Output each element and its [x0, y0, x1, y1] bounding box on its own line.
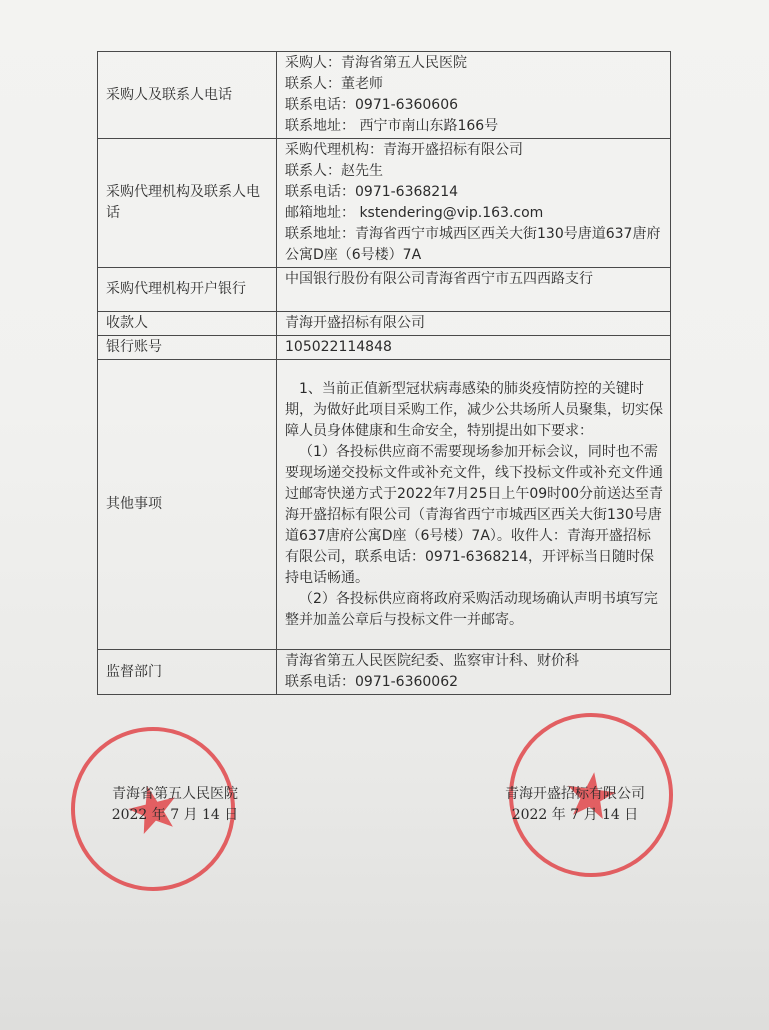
- other-paragraph-1: 1、当前正值新型冠状病毒感染的肺炎疫情防控的关键时期，为做好此项目采购工作，减少公共场所人员聚集，切实保障人员身体健康和生命安全，特别提出如下要求：: [285, 380, 663, 439]
- supervision-label: 监督部门: [98, 650, 277, 695]
- bank-row: [98, 268, 671, 312]
- account-label: 银行账号: [98, 336, 277, 360]
- supervision-details: [277, 650, 671, 695]
- agency-row: [98, 139, 671, 268]
- purchaser-label: 采购人及联系人电话: [98, 52, 277, 139]
- payee-value: 青海开盛招标有限公司: [277, 312, 671, 336]
- purchaser-phone: 联系电话：0971-6360606: [285, 97, 459, 113]
- other-paragraph-3: （2）各投标供应商将政府采购活动现场确认声明书填写完整并加盖公章后与投标文件一并邮寄。: [285, 590, 658, 628]
- hospital-signature-name: 青海省第五人民医院: [112, 786, 238, 802]
- agency-signature-date: 2022 年 7 月 14 日: [511, 807, 639, 823]
- supervision-phone: 联系电话：0971-6360062: [285, 674, 459, 690]
- payee-label: 收款人: [98, 312, 277, 336]
- purchaser-row: [98, 52, 671, 139]
- agency-name: 采购代理机构：青海开盛招标有限公司: [285, 142, 523, 158]
- purchaser-address: 联系地址： 西宁市南山东路166号: [285, 118, 499, 134]
- other-details: [277, 360, 671, 650]
- agency-address: 联系地址：青海省西宁市城西区西关大街130号唐道637唐府公寓D座（6号楼）7A: [285, 226, 661, 263]
- other-label: 其他事项: [98, 360, 277, 650]
- agency-signature-name: 青海开盛招标有限公司: [505, 786, 645, 802]
- purchaser-details: [277, 52, 671, 139]
- hospital-signature-date: 2022 年 7 月 14 日: [111, 807, 239, 823]
- other-row: [98, 360, 671, 650]
- bank-label: 采购代理机构开户银行: [98, 268, 277, 312]
- account-row: [98, 336, 671, 360]
- hospital-signature: [100, 784, 250, 826]
- agency-details: [277, 139, 671, 268]
- procurement-info-table: [97, 51, 671, 695]
- agency-signature: [485, 784, 665, 826]
- purchaser-contact: 联系人：董老师: [285, 76, 383, 92]
- account-value: 105022114848: [277, 336, 671, 360]
- purchaser-name: 采购人：青海省第五人民医院: [285, 55, 467, 71]
- payee-row: [98, 312, 671, 336]
- agency-label: 采购代理机构及联系人电话: [98, 139, 277, 268]
- agency-email: 邮箱地址： kstendering@vip.163.com: [285, 205, 544, 221]
- agency-contact: 联系人：赵先生: [285, 163, 383, 179]
- supervision-dept: 青海省第五人民医院纪委、监察审计科、财价科: [285, 653, 579, 669]
- bank-value: 中国银行股份有限公司青海省西宁市五四西路支行: [277, 268, 671, 312]
- supervision-row: [98, 650, 671, 695]
- agency-phone: 联系电话：0971-6368214: [285, 184, 459, 200]
- other-paragraph-2: （1）各投标供应商不需要现场参加开标会议，同时也不需要现场递交投标文件或补充文件，线下投标文件或补充文件通过邮寄快递方式于2022年7月25日上午09时00分前送达至青海开盛招标有限公司（青海省西宁市城西区西关大街130号唐道637唐府公寓D座（6号楼）7A）。收件人：青海开盛招标有限公司，联系电话：0971-6368214，开评标当日随时保持电话畅通。: [285, 443, 663, 586]
